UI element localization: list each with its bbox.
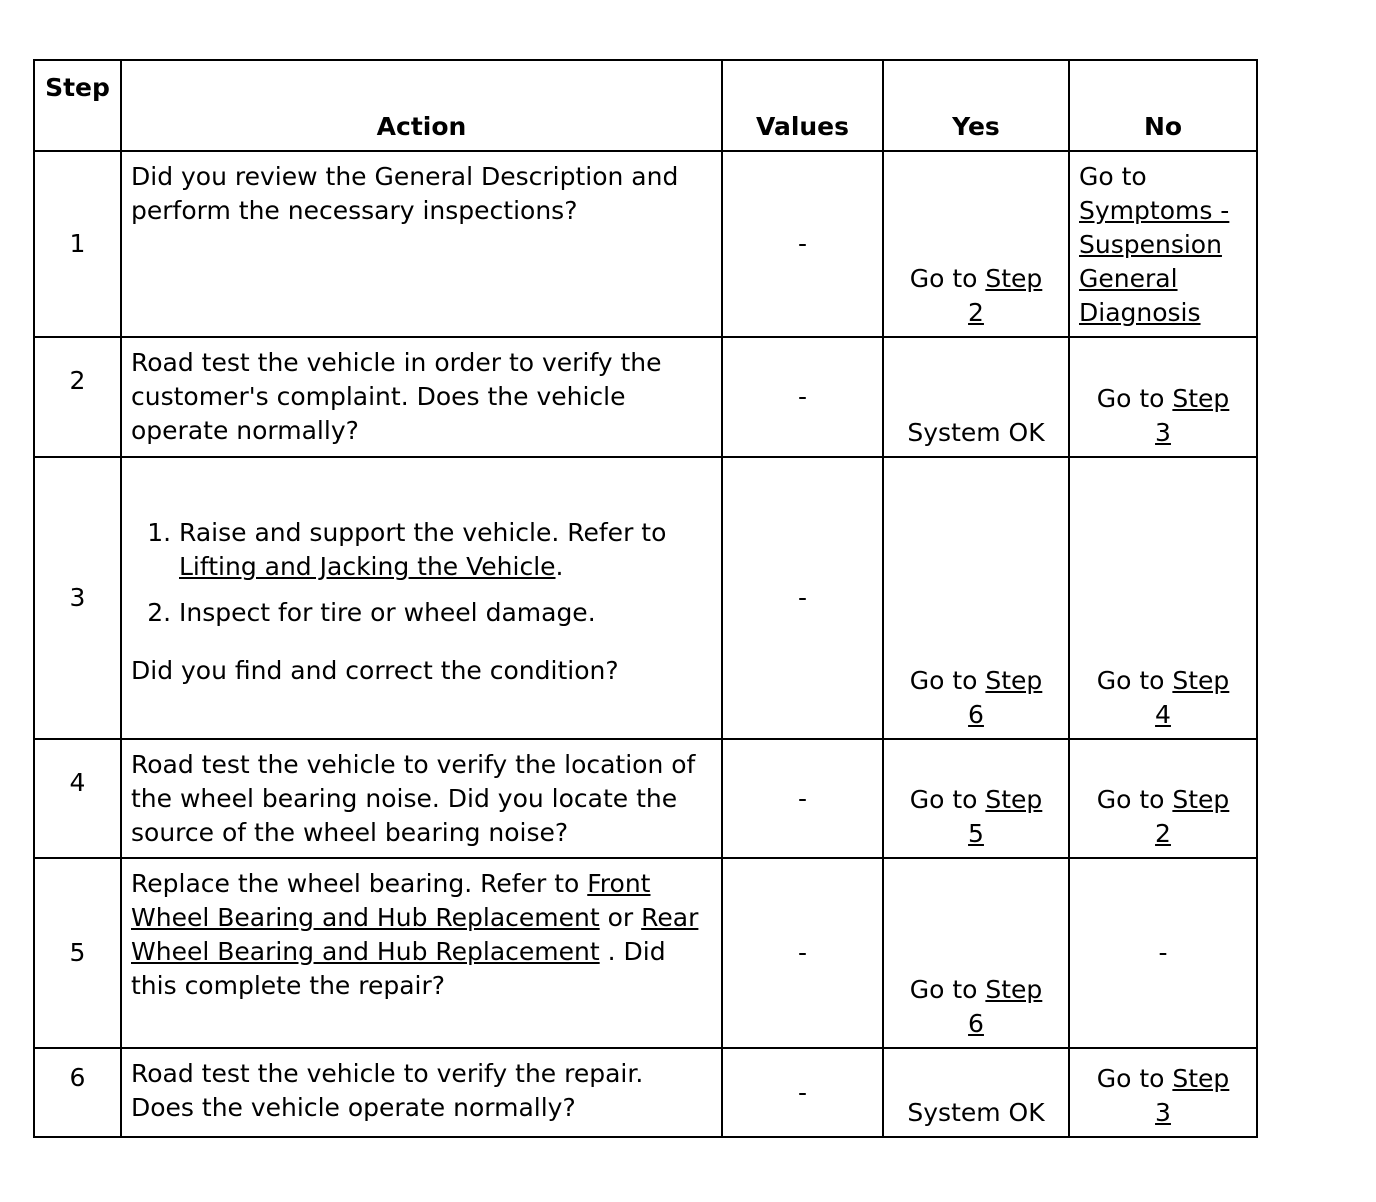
step-link[interactable] <box>1155 384 1229 447</box>
go-to-label: Go to <box>1096 384 1165 413</box>
step-link[interactable] <box>968 785 1042 848</box>
step-link-word: Step <box>1172 384 1230 413</box>
step-link[interactable] <box>1155 785 1229 848</box>
front-bearing-link[interactable]: Front Wheel Bearing and Hub Replacement <box>131 869 651 932</box>
diagnostic-table <box>33 59 1258 1138</box>
table-row <box>34 739 1257 858</box>
value-cell: - <box>722 858 883 1048</box>
step-link-number: 6 <box>968 1009 984 1038</box>
step-link-number: 6 <box>968 700 984 729</box>
action-text: Did you review the General Description and perform the necessary inspections? <box>121 151 722 337</box>
no-cell <box>1069 739 1257 858</box>
value-cell: - <box>722 151 883 337</box>
step-link-word: Step <box>985 785 1043 814</box>
step-link-number: 3 <box>1155 418 1171 447</box>
header-values: Values <box>722 60 883 151</box>
step-link-number: 3 <box>1155 1098 1171 1127</box>
value-cell: - <box>722 739 883 858</box>
action-text: Road test the vehicle to verify the repair. Does the vehicle operate normally? <box>121 1048 722 1137</box>
value-cell: - <box>722 337 883 457</box>
step-link[interactable] <box>968 975 1042 1038</box>
yes-cell <box>883 739 1069 858</box>
yes-cell: System OK <box>883 337 1069 457</box>
step-number: 3 <box>34 457 121 739</box>
go-to-label: Go to <box>909 264 978 293</box>
header-row <box>34 60 1257 151</box>
step-link-word: Step <box>985 666 1043 695</box>
procedure-list <box>131 516 712 630</box>
no-cell <box>1069 457 1257 739</box>
action-cell <box>121 457 722 739</box>
no-cell <box>1069 1048 1257 1137</box>
step-link-number: 2 <box>1155 819 1171 848</box>
yes-cell <box>883 151 1069 337</box>
or-text: or <box>607 903 634 932</box>
step-link-word: Step <box>985 975 1043 1004</box>
action-suffix: . Did this complete the repair? <box>131 937 666 1000</box>
list-item: 2. Inspect for tire or wheel damage. <box>179 596 712 630</box>
action-text: Road test the vehicle in order to verify the customer's complaint. Does the vehicle operate normally? <box>121 337 722 457</box>
step-link-number: 2 <box>968 298 984 327</box>
no-cell <box>1069 151 1257 337</box>
step-number: 6 <box>34 1048 121 1137</box>
item-text: Raise and support the vehicle. Refer to <box>179 518 667 547</box>
action-text: Road test the vehicle to verify the location of the wheel bearing noise. Did you locate the source of the wheel bearing noise? <box>121 739 722 858</box>
step-link-word: Step <box>985 264 1043 293</box>
table-row <box>34 1048 1257 1137</box>
go-to-label: Go to <box>1096 1064 1165 1093</box>
action-cell <box>121 858 722 1048</box>
table-row <box>34 457 1257 739</box>
no-cell <box>1069 337 1257 457</box>
go-to-label: Go to <box>1096 666 1165 695</box>
header-step: Step <box>34 60 121 151</box>
no-cell: - <box>1069 858 1257 1048</box>
step-link-word: Step <box>1172 785 1230 814</box>
go-to-label: Go to <box>909 785 978 814</box>
step-number: 1 <box>34 151 121 337</box>
go-to-label: Go to <box>1096 785 1165 814</box>
step-number: 4 <box>34 739 121 858</box>
step-link[interactable] <box>1155 666 1229 729</box>
step-link[interactable] <box>968 666 1042 729</box>
header-action: Action <box>121 60 722 151</box>
header-no: No <box>1069 60 1257 151</box>
step-link-number: 4 <box>1155 700 1171 729</box>
step-link[interactable] <box>1155 1064 1229 1127</box>
list-item: 1. Raise and support the vehicle. Refer to Lifting and Jacking the Vehicle. <box>179 516 712 584</box>
lifting-jacking-link[interactable]: Lifting and Jacking the Vehicle <box>179 552 556 581</box>
go-to-label: Go to <box>909 975 978 1004</box>
rear-bearing-link[interactable]: Rear Wheel Bearing and Hub Replacement <box>131 903 699 966</box>
value-cell: - <box>722 1048 883 1137</box>
step-number: 2 <box>34 337 121 457</box>
go-to-label: Go to <box>909 666 978 695</box>
go-to-label: Go to <box>1079 162 1147 191</box>
step-link-number: 5 <box>968 819 984 848</box>
step-number: 5 <box>34 858 121 1048</box>
table-row <box>34 151 1257 337</box>
question-text: Did you find and correct the condition? <box>131 656 619 685</box>
value-cell: - <box>722 457 883 739</box>
yes-cell <box>883 858 1069 1048</box>
table-row <box>34 337 1257 457</box>
step-link-word: Step <box>1172 666 1230 695</box>
header-yes: Yes <box>883 60 1069 151</box>
yes-cell <box>883 457 1069 739</box>
yes-cell: System OK <box>883 1048 1069 1137</box>
action-prefix: Replace the wheel bearing. Refer to <box>131 869 580 898</box>
table-row <box>34 858 1257 1048</box>
step-link[interactable] <box>968 264 1042 327</box>
symptoms-diagnosis-link[interactable]: Symptoms - Suspension General Diagnosis <box>1079 196 1230 327</box>
step-link-word: Step <box>1172 1064 1230 1093</box>
